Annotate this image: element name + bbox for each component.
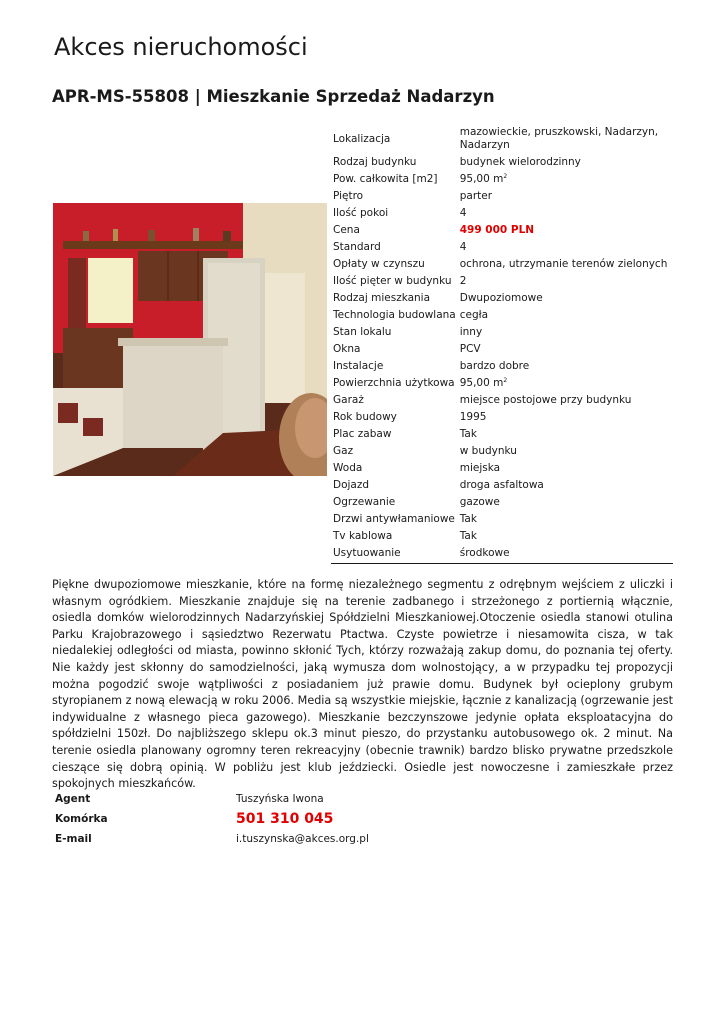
detail-row	[331, 460, 673, 477]
detail-row	[331, 188, 673, 205]
detail-value	[458, 273, 673, 290]
detail-label: Rodzaj budynku	[333, 156, 417, 168]
detail-value-text: droga asfaltowa	[459, 479, 544, 491]
detail-value-text: ochrona, utrzymanie terenów zielonych	[459, 258, 668, 270]
detail-label: Usytuowanie	[331, 545, 458, 564]
agent-label: Agent	[55, 793, 91, 805]
detail-value	[458, 528, 673, 545]
phone-value[interactable]: 501 310 045	[236, 811, 334, 827]
detail-value-text: w budynku	[459, 445, 517, 457]
detail-label: Technologia budowlana	[333, 309, 456, 321]
detail-value-text: 95,00 m	[459, 377, 504, 389]
detail-value-text: Tak	[459, 513, 477, 525]
detail-value	[458, 324, 673, 341]
detail-value	[458, 409, 673, 426]
detail-row	[331, 256, 673, 273]
detail-value-text: 2	[459, 275, 467, 287]
detail-row	[331, 494, 673, 511]
detail-value-text: budynek wielorodzinny	[459, 156, 581, 168]
detail-value	[458, 545, 673, 564]
detail-label: Plac zabaw	[333, 428, 392, 440]
detail-value-text: gazowe	[459, 496, 500, 508]
phone-label: Komórka	[55, 813, 108, 825]
detail-row	[331, 545, 673, 564]
detail-row	[331, 443, 673, 460]
detail-value	[458, 494, 673, 511]
detail-value	[458, 392, 673, 409]
detail-label: Ilość pokoi	[333, 207, 389, 219]
detail-value	[458, 124, 673, 154]
detail-value	[458, 256, 673, 273]
detail-value	[458, 171, 673, 188]
detail-value-text: bardzo dobre	[459, 360, 530, 372]
detail-value-text: cegła	[459, 309, 489, 321]
detail-label: Piętro	[333, 190, 364, 202]
detail-label: Cena	[333, 224, 360, 236]
detail-label: Rodzaj mieszkania	[333, 292, 431, 304]
detail-row	[331, 324, 673, 341]
superscript: 2	[503, 173, 508, 180]
superscript: 2	[503, 377, 508, 384]
email-link[interactable]: i.tuszynska@akces.org.pl	[236, 833, 369, 845]
detail-label: Stan lokalu	[333, 326, 392, 338]
detail-row	[331, 273, 673, 290]
detail-label: Drzwi antywłamaniowe	[333, 513, 455, 525]
detail-label: Tv kablowa	[333, 530, 393, 542]
detail-label: Lokalizacja	[333, 132, 391, 145]
detail-label: Dojazd	[333, 479, 370, 491]
detail-row	[331, 426, 673, 443]
property-details-table	[331, 124, 673, 564]
detail-label: Gaz	[333, 445, 354, 457]
detail-row	[331, 375, 673, 392]
detail-value	[458, 341, 673, 358]
detail-row	[331, 239, 673, 256]
detail-row	[331, 124, 673, 154]
detail-value-text: mazowieckie, pruszkowski, Nadarzyn, Nadarzyn	[459, 126, 659, 151]
detail-row	[331, 528, 673, 545]
detail-value-text: 4	[459, 207, 467, 219]
detail-label: Standard	[333, 241, 381, 253]
detail-value	[458, 205, 673, 222]
detail-value	[458, 188, 673, 205]
detail-value-text: parter	[459, 190, 493, 202]
detail-value-text: miejska	[459, 462, 501, 474]
email-label: E-mail	[55, 833, 92, 845]
detail-value	[458, 222, 673, 239]
detail-row	[331, 511, 673, 528]
detail-value-text: 1995	[459, 411, 487, 423]
detail-row	[331, 341, 673, 358]
detail-label: Powierzchnia użytkowa	[333, 377, 455, 389]
detail-value-text: środkowe	[459, 547, 510, 559]
detail-value-text: 4	[459, 241, 467, 253]
detail-value	[458, 426, 673, 443]
detail-value	[458, 443, 673, 460]
property-description: Piękne dwupoziomowe mieszkanie, które na formę niezależnego segmentu z odrębnym wejściem z uliczki i własnym ogródkiem. Mieszkanie znajduje się na terenie zadbanego i strzeżonego z portiernią włącznie, osiedla domków wielorodzinnych Nadarzyńskiej Spółdzielni Mieszkaniowej.Otoczenie osiedla stanowi otulina Parku Krajobrazowego i sąsiedztwo Rezerwatu Ptactwa. Czyste powietrze i niesamowita cisza, w tak niedalekiej odległości od miasta, powinno skłonić Tych, którzy rozważają zakup domu, do poznania tej oferty. Nie każdy jest skłonny do samodzielności, jaką wymusza dom wolnostojący, a w przypadku tej propozycji można pogodzić swoje wątpliwości z posiadaniem już prawie domu. Budynek był ocieplony grubym styropianem z nową elewacją w roku 2006. Media są wszystkie miejskie, łącznie z kanalizacją (ogrzewanie jest indywidualne z własnego pieca gazowego). Mieszkanie bezczynszowe jedynie opłata eksploatacyjna do spółdzielni 150zł. Do najbliższego sklepu ok.3 minut pieszo, do przystanku autobusowego ok. 2 minut. Na terenie osiedla planowany ogromny teren rekreacyjny (obecnie trawnik) bardzo blisko prywatne przedszkole cieszące się dobrą opinią. W pobliżu jest klub jeździecki. Osiedle jest nowoczesne i zamieszkałe przez spokojnych mieszkańców.	[52, 578, 673, 791]
agent-value: Tuszyńska Iwona	[236, 793, 324, 805]
detail-value	[458, 239, 673, 256]
detail-label: Opłaty w czynszu	[333, 258, 425, 270]
detail-value	[458, 511, 673, 528]
listing-title: APR-MS-55808 | Mieszkanie Sprzedaż Nadarzyn	[52, 87, 495, 106]
detail-label: Okna	[333, 343, 361, 355]
detail-value-text: Tak	[459, 530, 477, 542]
detail-row	[331, 392, 673, 409]
detail-value-text: inny	[459, 326, 483, 338]
agent-row	[53, 789, 371, 809]
detail-label: Woda	[333, 462, 363, 474]
detail-value-text: Tak	[459, 428, 477, 440]
detail-label: Garaż	[333, 394, 364, 406]
phone-row	[53, 809, 371, 829]
detail-row	[331, 171, 673, 188]
detail-row	[331, 307, 673, 324]
detail-label: Instalacje	[333, 360, 384, 372]
detail-value-text: PCV	[459, 343, 481, 355]
detail-value-text: 95,00 m	[459, 173, 504, 185]
detail-value	[458, 375, 673, 392]
detail-row	[331, 154, 673, 171]
brand-name: Akces nieruchomości	[54, 33, 308, 61]
detail-value-text: 499 000 PLN	[459, 224, 535, 236]
detail-value	[458, 460, 673, 477]
agent-contact-table	[53, 789, 371, 849]
detail-value	[458, 477, 673, 494]
detail-value-text: miejsce postojowe przy budynku	[459, 394, 632, 406]
detail-label: Ilość pięter w budynku	[333, 275, 452, 287]
detail-value	[458, 290, 673, 307]
detail-value	[458, 358, 673, 375]
detail-value	[458, 307, 673, 324]
detail-value-text: Dwupoziomowe	[459, 292, 543, 304]
detail-label: Pow. całkowita [m2]	[333, 173, 438, 185]
detail-row	[331, 290, 673, 307]
detail-label: Rok budowy	[333, 411, 397, 423]
detail-value	[458, 154, 673, 171]
email-row	[53, 829, 371, 849]
detail-label: Ogrzewanie	[333, 496, 396, 508]
detail-row	[331, 409, 673, 426]
property-photo	[53, 203, 327, 476]
detail-row	[331, 205, 673, 222]
detail-row	[331, 222, 673, 239]
detail-row	[331, 477, 673, 494]
detail-row	[331, 358, 673, 375]
